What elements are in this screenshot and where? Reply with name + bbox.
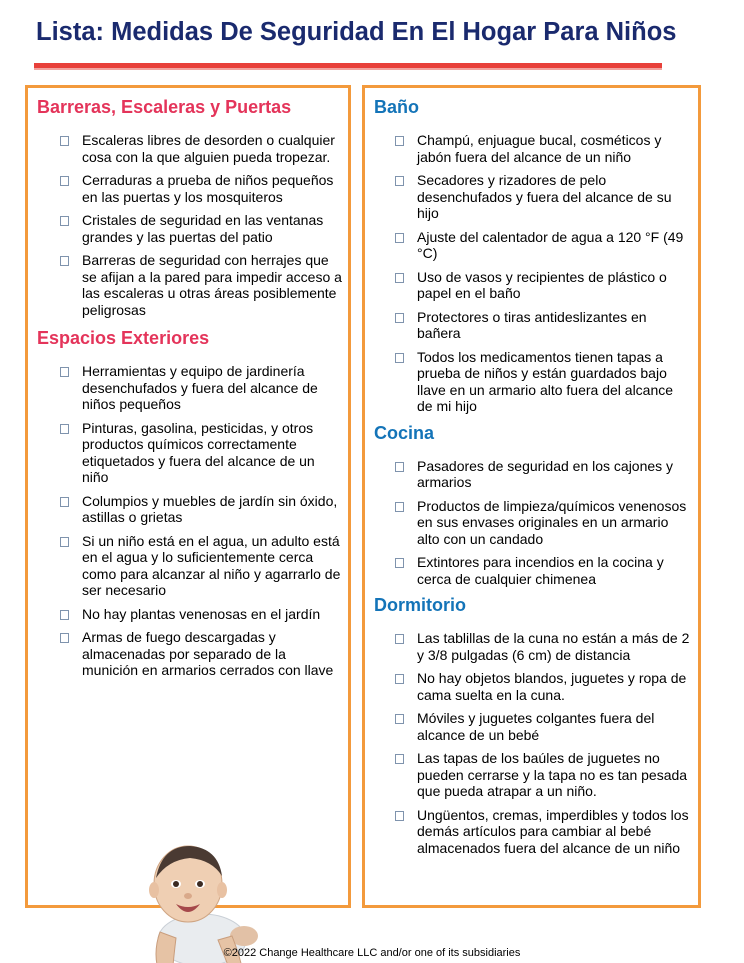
checkbox-icon[interactable] — [60, 610, 69, 620]
checkbox-icon[interactable] — [60, 256, 69, 266]
checklist-item-text: No hay objetos blandos, juguetes y ropa de cama suelta en la cuna. — [417, 670, 687, 703]
section-dormitorio — [374, 594, 692, 856]
checklist-item-text: Productos de limpieza/químicos venenosos en sus envases originales en un armario alto con un candado — [417, 497, 687, 547]
checkbox-icon[interactable] — [395, 233, 404, 243]
checklist — [37, 363, 343, 679]
title-divider — [34, 63, 662, 68]
checklist-item-text: No hay plantas venenosas en el jardín — [82, 605, 321, 622]
checklist-item — [374, 349, 692, 415]
checkbox-icon[interactable] — [395, 462, 404, 472]
checklist-item-text: Champú, enjuague bucal, cosméticos y jabón fuera del alcance de un niño — [417, 132, 662, 165]
section-bano — [374, 96, 692, 415]
checklist-item — [374, 132, 692, 165]
crawling-baby-photo — [132, 836, 262, 963]
checkbox-icon[interactable] — [60, 424, 69, 434]
section-heading: Cocina — [374, 422, 435, 443]
checklist-item-text: Cerraduras a prueba de niños pequeños en las puertas y los mosquiteros — [82, 172, 334, 205]
section-heading: Dormitorio — [374, 595, 466, 615]
checklist-item — [374, 229, 692, 262]
checklist-item-text: Todos los medicamentos tienen tapas a prueba de niños y están guardados bajo llave en un armario alto fuera del alcance de mi hijo — [417, 348, 674, 414]
checklist-item — [374, 172, 692, 222]
checklist-item — [374, 309, 692, 342]
checkbox-icon[interactable] — [395, 634, 404, 644]
page-title: Lista: Medidas De Seguridad En El Hogar Para Niños — [36, 18, 677, 46]
checklist-item — [374, 630, 692, 663]
section-espacios-exteriores — [37, 327, 343, 679]
checklist-item — [374, 554, 692, 587]
checkbox-icon[interactable] — [395, 558, 404, 568]
checklist-item-text: Las tapas de los baúles de juguetes no pueden cerrarse y la tapa no es tan pesada que pueda atrapar a un niño. — [417, 750, 688, 799]
checklist-item — [374, 458, 692, 491]
checklist — [374, 132, 692, 415]
checklist-item-text: Herramientas y equipo de jardinería desenchufados y fuera del alcance de niños pequeños — [82, 363, 318, 412]
checkbox-icon[interactable] — [395, 811, 404, 821]
checkbox-icon[interactable] — [395, 674, 404, 684]
checklist-item-text: Extintores para incendios en la cocina y cerca de cualquier chimenea — [417, 554, 664, 587]
checklist-item — [37, 252, 343, 318]
checklist-item — [37, 533, 343, 599]
checkbox-icon[interactable] — [60, 367, 69, 377]
checklist-item — [374, 710, 692, 743]
checklist-item-text: Móviles y juguetes colgantes fuera del alcance de un bebé — [417, 710, 655, 743]
checklist-item — [37, 629, 343, 679]
checklist-item-text: Escaleras libres de desorden o cualquier cosa con la que alguien pueda tropezar. — [82, 132, 335, 165]
checkbox-icon[interactable] — [395, 714, 404, 724]
checklist — [37, 132, 343, 318]
checklist-item-text: Las tablillas de la cuna no están a más de 2 y 3/8 pulgadas (6 cm) de distancia — [417, 630, 690, 663]
checklist-item-text: Ungüentos, cremas, imperdibles y todos los demás artículos para cambiar al bebé almacenados fuera del alcance de un niño — [417, 806, 689, 856]
checklist — [374, 630, 692, 856]
section-heading: Espacios Exteriores — [37, 328, 210, 348]
checklist-item-text: Columpios y muebles de jardín sin óxido, astillas o grietas — [82, 492, 338, 525]
checklist-item-text: Pasadores de seguridad en los cajones y armarios — [417, 457, 674, 490]
checklist-item — [37, 606, 343, 623]
checkbox-icon[interactable] — [60, 537, 69, 547]
checklist — [374, 458, 692, 588]
checklist-item — [374, 750, 692, 800]
copyright-footer: ©2022 Change Healthcare LLC and/or one of its subsidiaries — [223, 947, 521, 959]
checklist-item — [37, 420, 343, 486]
section-barreras — [37, 96, 343, 318]
right-panel — [362, 85, 701, 908]
left-column — [37, 96, 343, 686]
checkbox-icon[interactable] — [395, 353, 404, 363]
checkbox-icon[interactable] — [60, 216, 69, 226]
checkbox-icon[interactable] — [60, 136, 69, 146]
checklist-item — [374, 670, 692, 703]
checklist-item — [37, 363, 343, 413]
checkbox-icon[interactable] — [60, 497, 69, 507]
checklist-item — [374, 269, 692, 302]
checklist-item-text: Si un niño está en el agua, un adulto está en el agua y lo suficientemente cerca como para alcanzar al niño y agarrarlo de ser necesario — [82, 532, 341, 598]
checklist-item — [37, 132, 343, 165]
left-panel — [25, 85, 351, 908]
checklist-item-text: Pinturas, gasolina, pesticidas, y otros productos químicos correctamente etiquetados y fuera del alcance de un niño — [82, 419, 315, 485]
checklist-item-text: Armas de fuego descargadas y almacenadas por separado de la munición en armarios cerrados con llave — [82, 629, 334, 678]
checklist-item — [374, 807, 692, 857]
checklist-item-text: Barreras de seguridad con herrajes que se afijan a la pared para impedir acceso a las escaleras u otras áreas posiblemente peligrosas — [82, 252, 342, 318]
checklist-item — [37, 172, 343, 205]
checklist-item-text: Cristales de seguridad en las ventanas grandes y las puertas del patio — [82, 212, 324, 245]
right-column — [374, 96, 692, 863]
checklist-item — [37, 212, 343, 245]
section-heading: Baño — [374, 97, 419, 117]
checklist-item-text: Uso de vasos y recipientes de plástico o papel en el baño — [417, 268, 667, 301]
checklist-item — [37, 493, 343, 526]
checkbox-icon[interactable] — [395, 754, 404, 764]
section-heading: Barreras, Escaleras y Puertas — [37, 97, 292, 117]
checkbox-icon[interactable] — [395, 313, 404, 323]
checkbox-icon[interactable] — [395, 176, 404, 186]
checkbox-icon[interactable] — [395, 136, 404, 146]
checklist-item — [374, 498, 692, 548]
checkbox-icon[interactable] — [395, 273, 404, 283]
checkbox-icon[interactable] — [60, 176, 69, 186]
checklist-item-text: Protectores o tiras antideslizantes en bañera — [417, 308, 647, 341]
checklist-item-text: Ajuste del calentador de agua a 120 °F (49 °C) — [417, 228, 684, 261]
section-cocina — [374, 422, 692, 588]
checkbox-icon[interactable] — [395, 502, 404, 512]
checkbox-icon[interactable] — [60, 633, 69, 643]
checklist-item-text: Secadores y rizadores de pelo desenchufados y fuera del alcance de su hijo — [417, 172, 672, 221]
